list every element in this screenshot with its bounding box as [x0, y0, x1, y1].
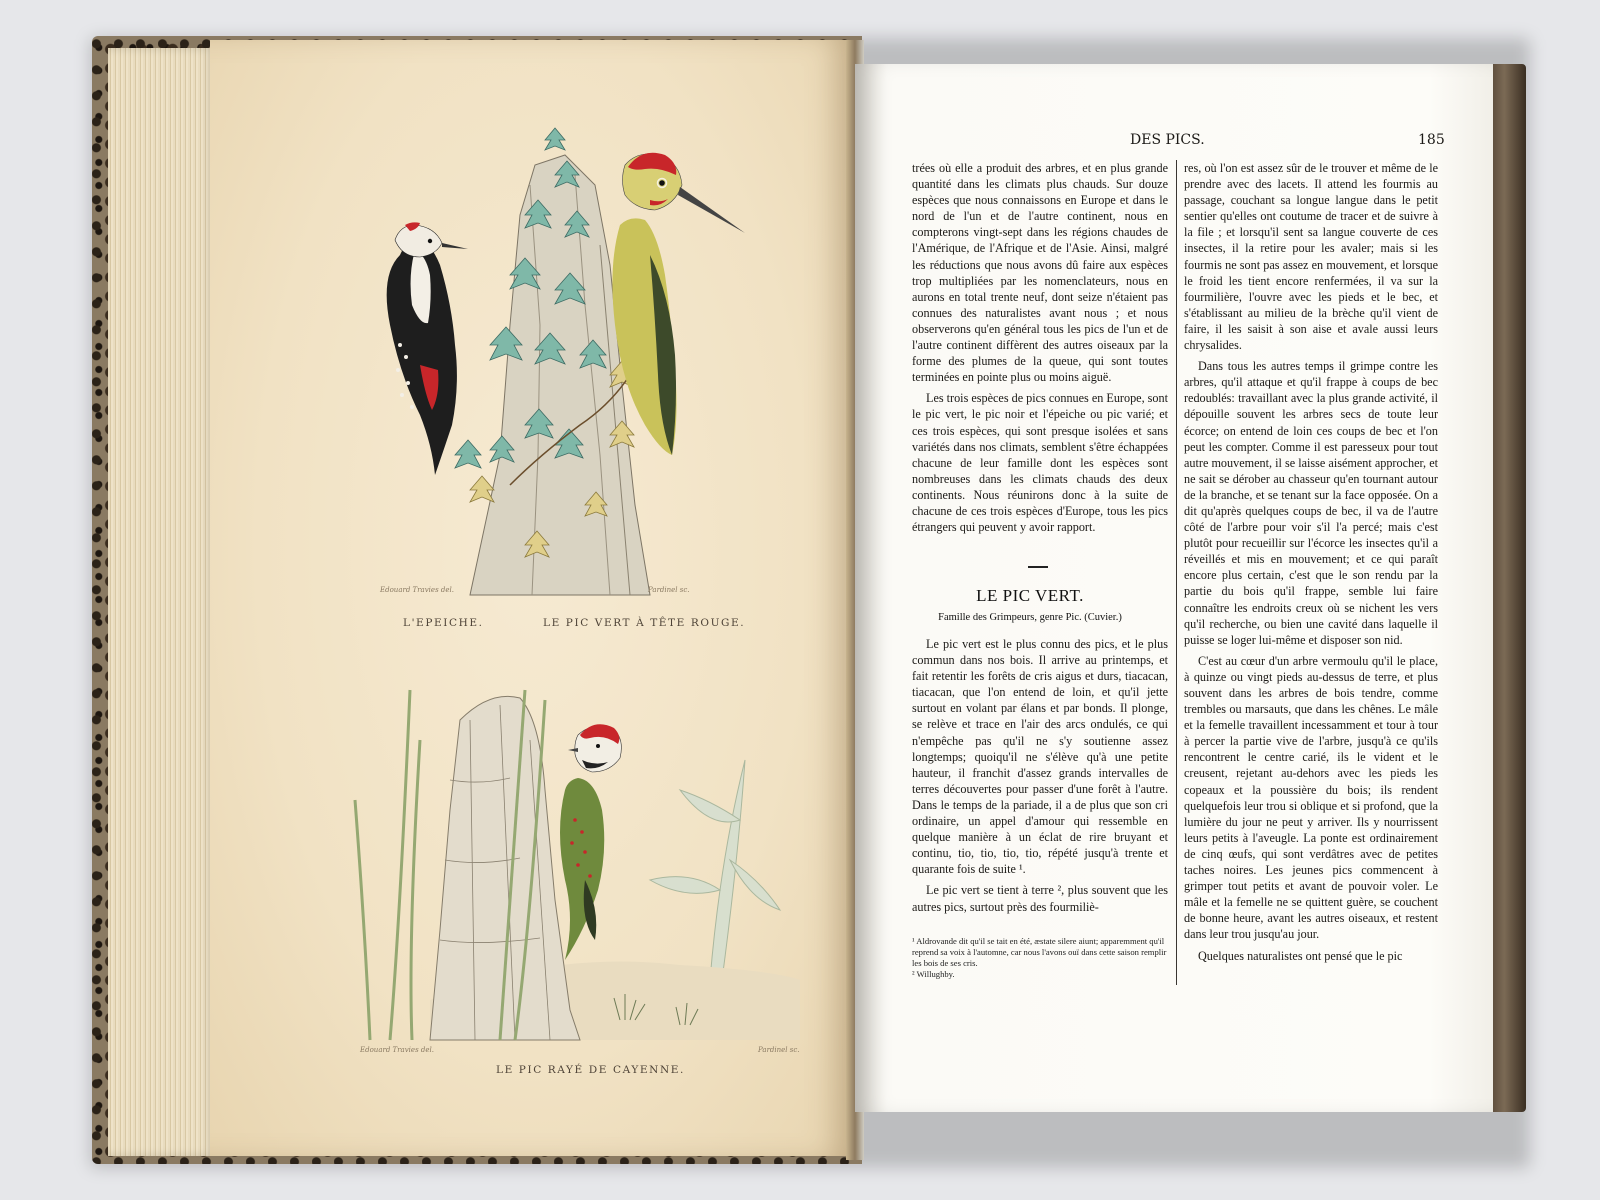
section-title: LE PIC VERT.	[976, 586, 1084, 605]
paragraph: Le pic vert se tient à terre ², plus souvent que les autres pics, surtout près des fourmiliè-	[912, 883, 1168, 914]
text-column-left-top	[912, 160, 1168, 540]
running-head: DES PICS.	[1130, 132, 1205, 148]
back-cover-edge	[1490, 64, 1526, 1112]
column-rule	[1176, 160, 1177, 985]
plate-top-caption-right: LE PIC VERT À TÊTE ROUGE.	[543, 617, 746, 629]
paragraph: res, où l'on est assez sûr de le trouver et même de le prendre avec des lacets. Il attend les fourmis au passage, couchant sa longue langue dans le petit sentier qu'elles ont coutume de tracer et de suivre à la file ; et lorsqu'il sent sa langue couverte de ces insectes, il la retire pour les avaler; mais si les fourmis ne sont pas assez en mouvement, et lorsque le froid les tient encore renfermées, il va sur la fourmilière, l'ouvre avec les pieds et le bec, et s'établissant au milieu de la brèche qu'il vient de faire, il les saisit à son aise et avale aussi leurs chrysalides.	[1184, 161, 1438, 353]
green-woodpecker	[612, 153, 745, 455]
paragraph: Le pic vert est le plus connu des pics, et le plus commun dans nos bois. Il arrive au printemps, et fait retentir les forêts de cris aigus et durs, tiacacan, tiacacan, que l'on entend de loin, et qu'il jette surtout en volant par élans et par bonds. Il plonge, se relève et trace en l'air des arcs ondulés, ce qui n'empêche pas qu'il ne s'y soutienne assez longtemps; quoiqu'il ne s'élève qu'à une petite hauteur, il franchit d'assez grands intervalles de terres découvertes pour passer d'une forêt à l'autre. Dans le temps de la pariade, il a de plus que son cri ordinaire, un appel d'amour qui ressemble en quelque manière à un éclat de rire bruyant et continu, tio, tio, tio, tio, répété jusqu'à trente et quarante fois de suite ¹.	[912, 637, 1168, 877]
background-foliage	[650, 760, 780, 980]
section-subtitle: Famille des Grimpeurs, genre Pic. (Cuvier.)	[938, 612, 1122, 623]
plate-top-credit-right: Pardinel sc.	[648, 586, 690, 594]
paragraph: Dans tous les autres temps il grimpe contre les arbres, qu'il attaque et qu'il frappe à coups de bec redoublés: travaillant avec la plus grande activité, il dépouille souvent les arbres secs de toute leur écorce; on entend de loin ces coups de bec et l'on peut les compter. Comme il est paresseux pour tout autre mouvement, il se laisse aisément approcher, et ne sait se dérober au chasseur qu'en tournant autour de la branche, et se tenant sur la face opposée. On a dit qu'après quelques coups de bec, il va de l'autre côté de l'arbre pour voir s'il l'a percé; mais c'est plutôt pour recueillir sur l'écorce les insectes qu'il a réveillés et mis en mouvement; et ce qui paraît encore plus certain, c'est que le son rendu par la partie du bois qu'il frappe, semble lui faire connaître les endroits creux où se nichent les vers qu'il recherche, ou bien une cavité dans laquelle il puisse se loger lui-même et disposer son nid.	[1184, 359, 1438, 647]
footnote: ² Willughby.	[912, 969, 955, 979]
text-column-right	[1184, 160, 1438, 969]
great-spotted-woodpecker	[387, 222, 468, 475]
cayenne-woodpecker	[560, 724, 621, 960]
paragraph: Les trois espèces de pics connues en Europe, sont le pic vert, le pic noir et l'épeiche ou pic varié; et ces trois espèces, qui sont presque isolées et sans variétés dans nos climats, semblent s'être échappées chacune de leur famille dont les espèces sont nombreuses dans les climats chauds des deux continents. Nous réunirons donc à la suite de chacune de ces trois espèces d'Europe, tous les pics étrangers qui peuvent y avoir rapport.	[912, 391, 1168, 535]
page-edges	[108, 48, 216, 1156]
plate-top-illustration	[360, 125, 780, 600]
footnote: ¹ Aldrovande dit qu'il se tait en été, æstate silere aiunt; apparemment qu'il reprend sa voix à l'automne, car nous l'avons ouï dans cette saison remplir les bois de ses cris.	[912, 936, 1167, 968]
plate-bottom-credit-left: Edouard Travies del.	[360, 1046, 434, 1054]
text-column-left-bottom	[912, 636, 1168, 920]
plate-bottom-illustration	[350, 680, 810, 1050]
paragraph: C'est au cœur d'un arbre vermoulu qu'il le place, à quinze ou vingt pieds au-dessus de terre, et plus souvent dans les arbres de bois tendre, comme trembles ou marsauts, que dans les chênes. Le mâle et la femelle travaillent incessamment et tour à tour à percer la partie vive de l'arbre, jusqu'à ce qu'ils rencontrent le centre carié, ils le vident et le creusent, rejetant au-dehors avec les pieds les copeaux et la poussière du bois; ils rendent quelquefois leur trou si oblique et si profond, que la lumière du jour ne peut y arriver. Ils y nourrissent leurs petits à l'aveugle. La ponte est ordinairement de cinq œufs, qui sont verdâtres avec de petites taches noires. Les jeunes pics commencent à grimper tout petits et avant de pouvoir voler. Le mâle et la femelle ne se quittent guère, se couchent de bonne heure, avant les autres oiseaux, et restent dans leur trou jusqu'au jour.	[1184, 653, 1438, 942]
paragraph: trées où elle a produit des arbres, et en plus grande quantité dans les climats plus chauds. Sur douze espèces que nous connaissons en Europe et dans le nord de l'un et de l'autre continent, nous en compterons vingt-sept dans les régions chaudes de l'Amérique, de l'Afrique et de l'Asie. Ainsi, malgré les réductions que nous avons dû faire aux espèces trop multipliées par les nomenclateurs, nous en aurons en total trente neuf, dont seize n'étaient pas connues des naturalistes avant nous ; et nous observerons qu'en général tous les pics de l'un et de l'autre continent diffèrent des autres oiseaux par la forme des plumes de la queue, qui sont toutes terminées en pointe plus ou moins aiguë.	[912, 161, 1168, 385]
page-number: 185	[1418, 132, 1445, 148]
plate-top-caption-left: L'EPEICHE.	[403, 617, 484, 629]
section-dash	[1028, 566, 1048, 568]
plate-bottom-caption: LE PIC RAYÉ DE CAYENNE.	[496, 1064, 685, 1076]
paragraph: Quelques naturalistes ont pensé que le pic	[1198, 948, 1403, 963]
plate-bottom-credit-right: Pardinel sc.	[758, 1046, 800, 1054]
footnotes	[912, 936, 1170, 980]
plate-top-credit-left: Edouard Travies del.	[380, 586, 454, 594]
